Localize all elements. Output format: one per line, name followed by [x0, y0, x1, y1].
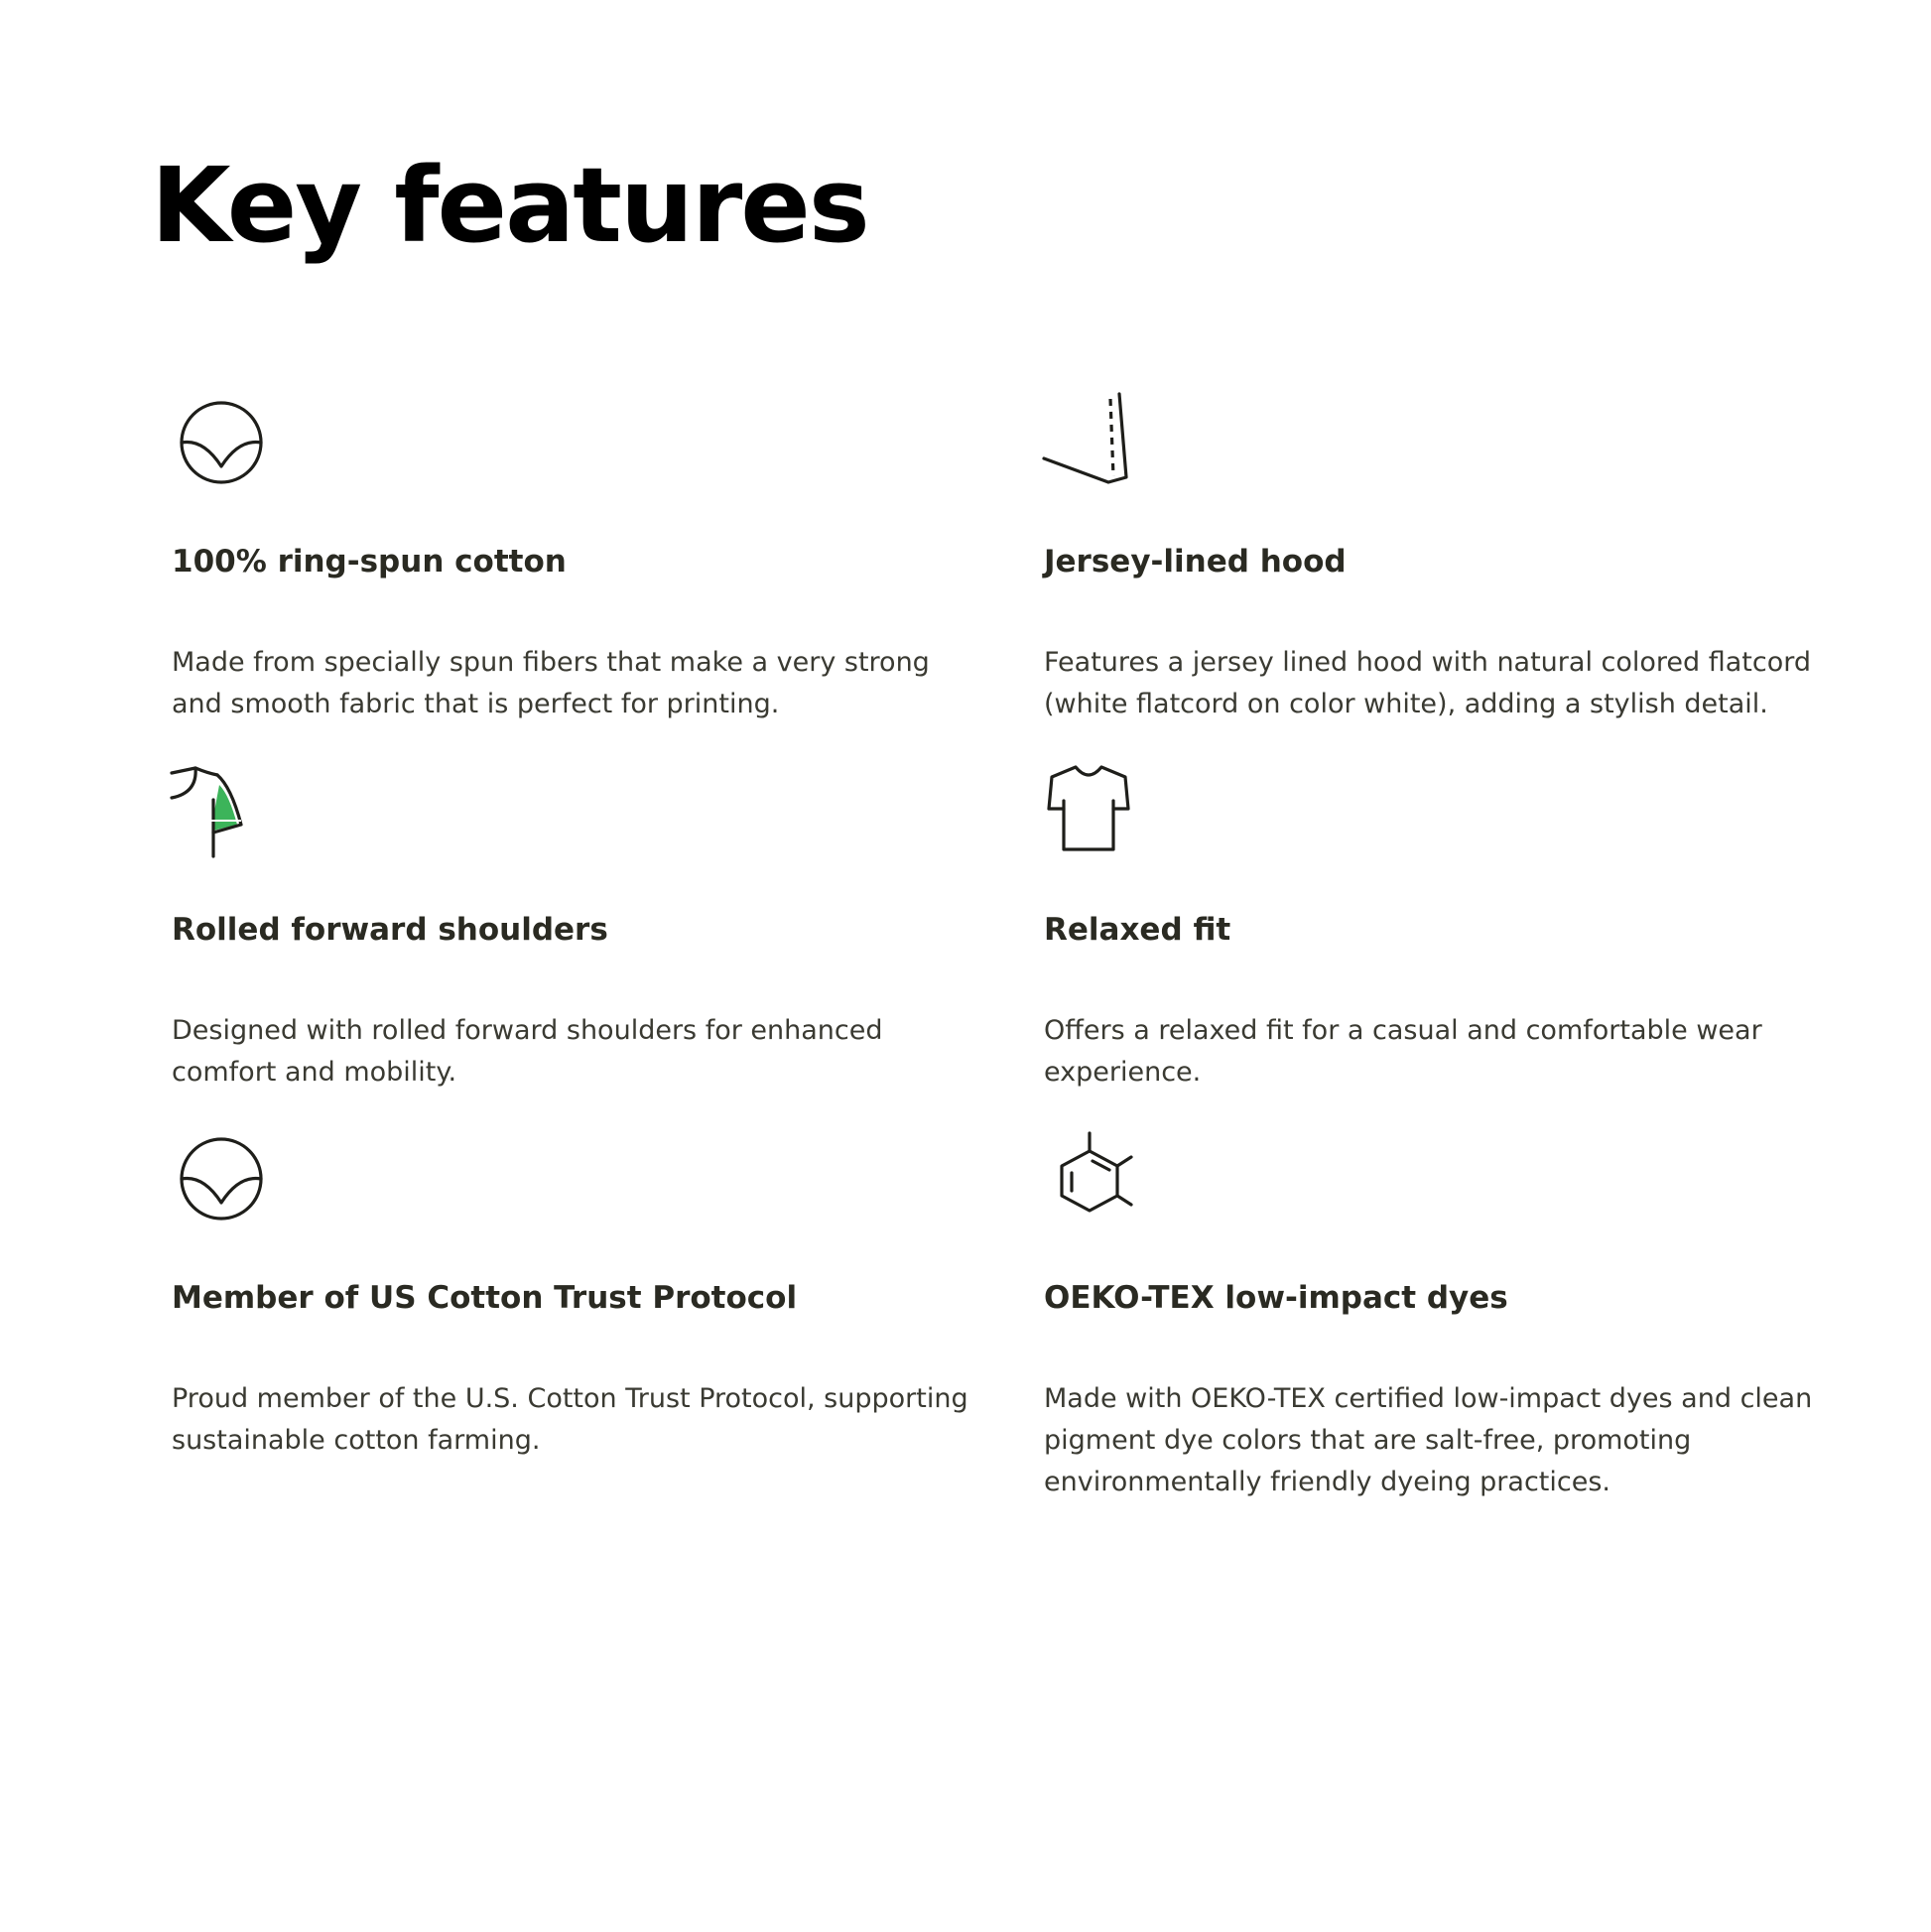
feature-description: Made with OEKO-TEX certified low-impact dyes and clean pigment dye colors that are salt-free, promoting environmentally friendly dyeing practices. [1044, 1383, 1813, 1497]
feature-title: Relaxed fit [1044, 912, 1231, 948]
feature-description: Proud member of the U.S. Cotton Trust Protocol, supporting sustainable cotton farming. [172, 1383, 968, 1456]
feature-title: 100% ring-spun cotton [172, 544, 567, 580]
feature-title: OEKO-TEX low-impact dyes [1044, 1280, 1508, 1316]
feature-title: Jersey-lined hood [1044, 544, 1347, 580]
tshirt-icon [1044, 765, 1153, 864]
feature-description: Made from specially spun fibers that make a very strong and smooth fabric that is perfect for printing. [172, 647, 930, 719]
cotton-boll-icon [172, 1133, 281, 1232]
page-title: Key features [151, 145, 868, 266]
hood-seam-icon [1044, 397, 1153, 496]
feature-description: Offers a relaxed fit for a casual and comfortable wear experience. [1044, 1015, 1762, 1088]
shoulder-icon [172, 765, 281, 864]
feature-description: Designed with rolled forward shoulders for enhanced comfort and mobility. [172, 1015, 883, 1088]
feature-title: Rolled forward shoulders [172, 912, 608, 948]
molecule-icon [1044, 1133, 1153, 1232]
cotton-boll-icon [172, 397, 281, 496]
feature-title: Member of US Cotton Trust Protocol [172, 1280, 798, 1316]
feature-description: Features a jersey lined hood with natural colored flatcord (white flatcord on color white), adding a stylish detail. [1044, 647, 1812, 719]
